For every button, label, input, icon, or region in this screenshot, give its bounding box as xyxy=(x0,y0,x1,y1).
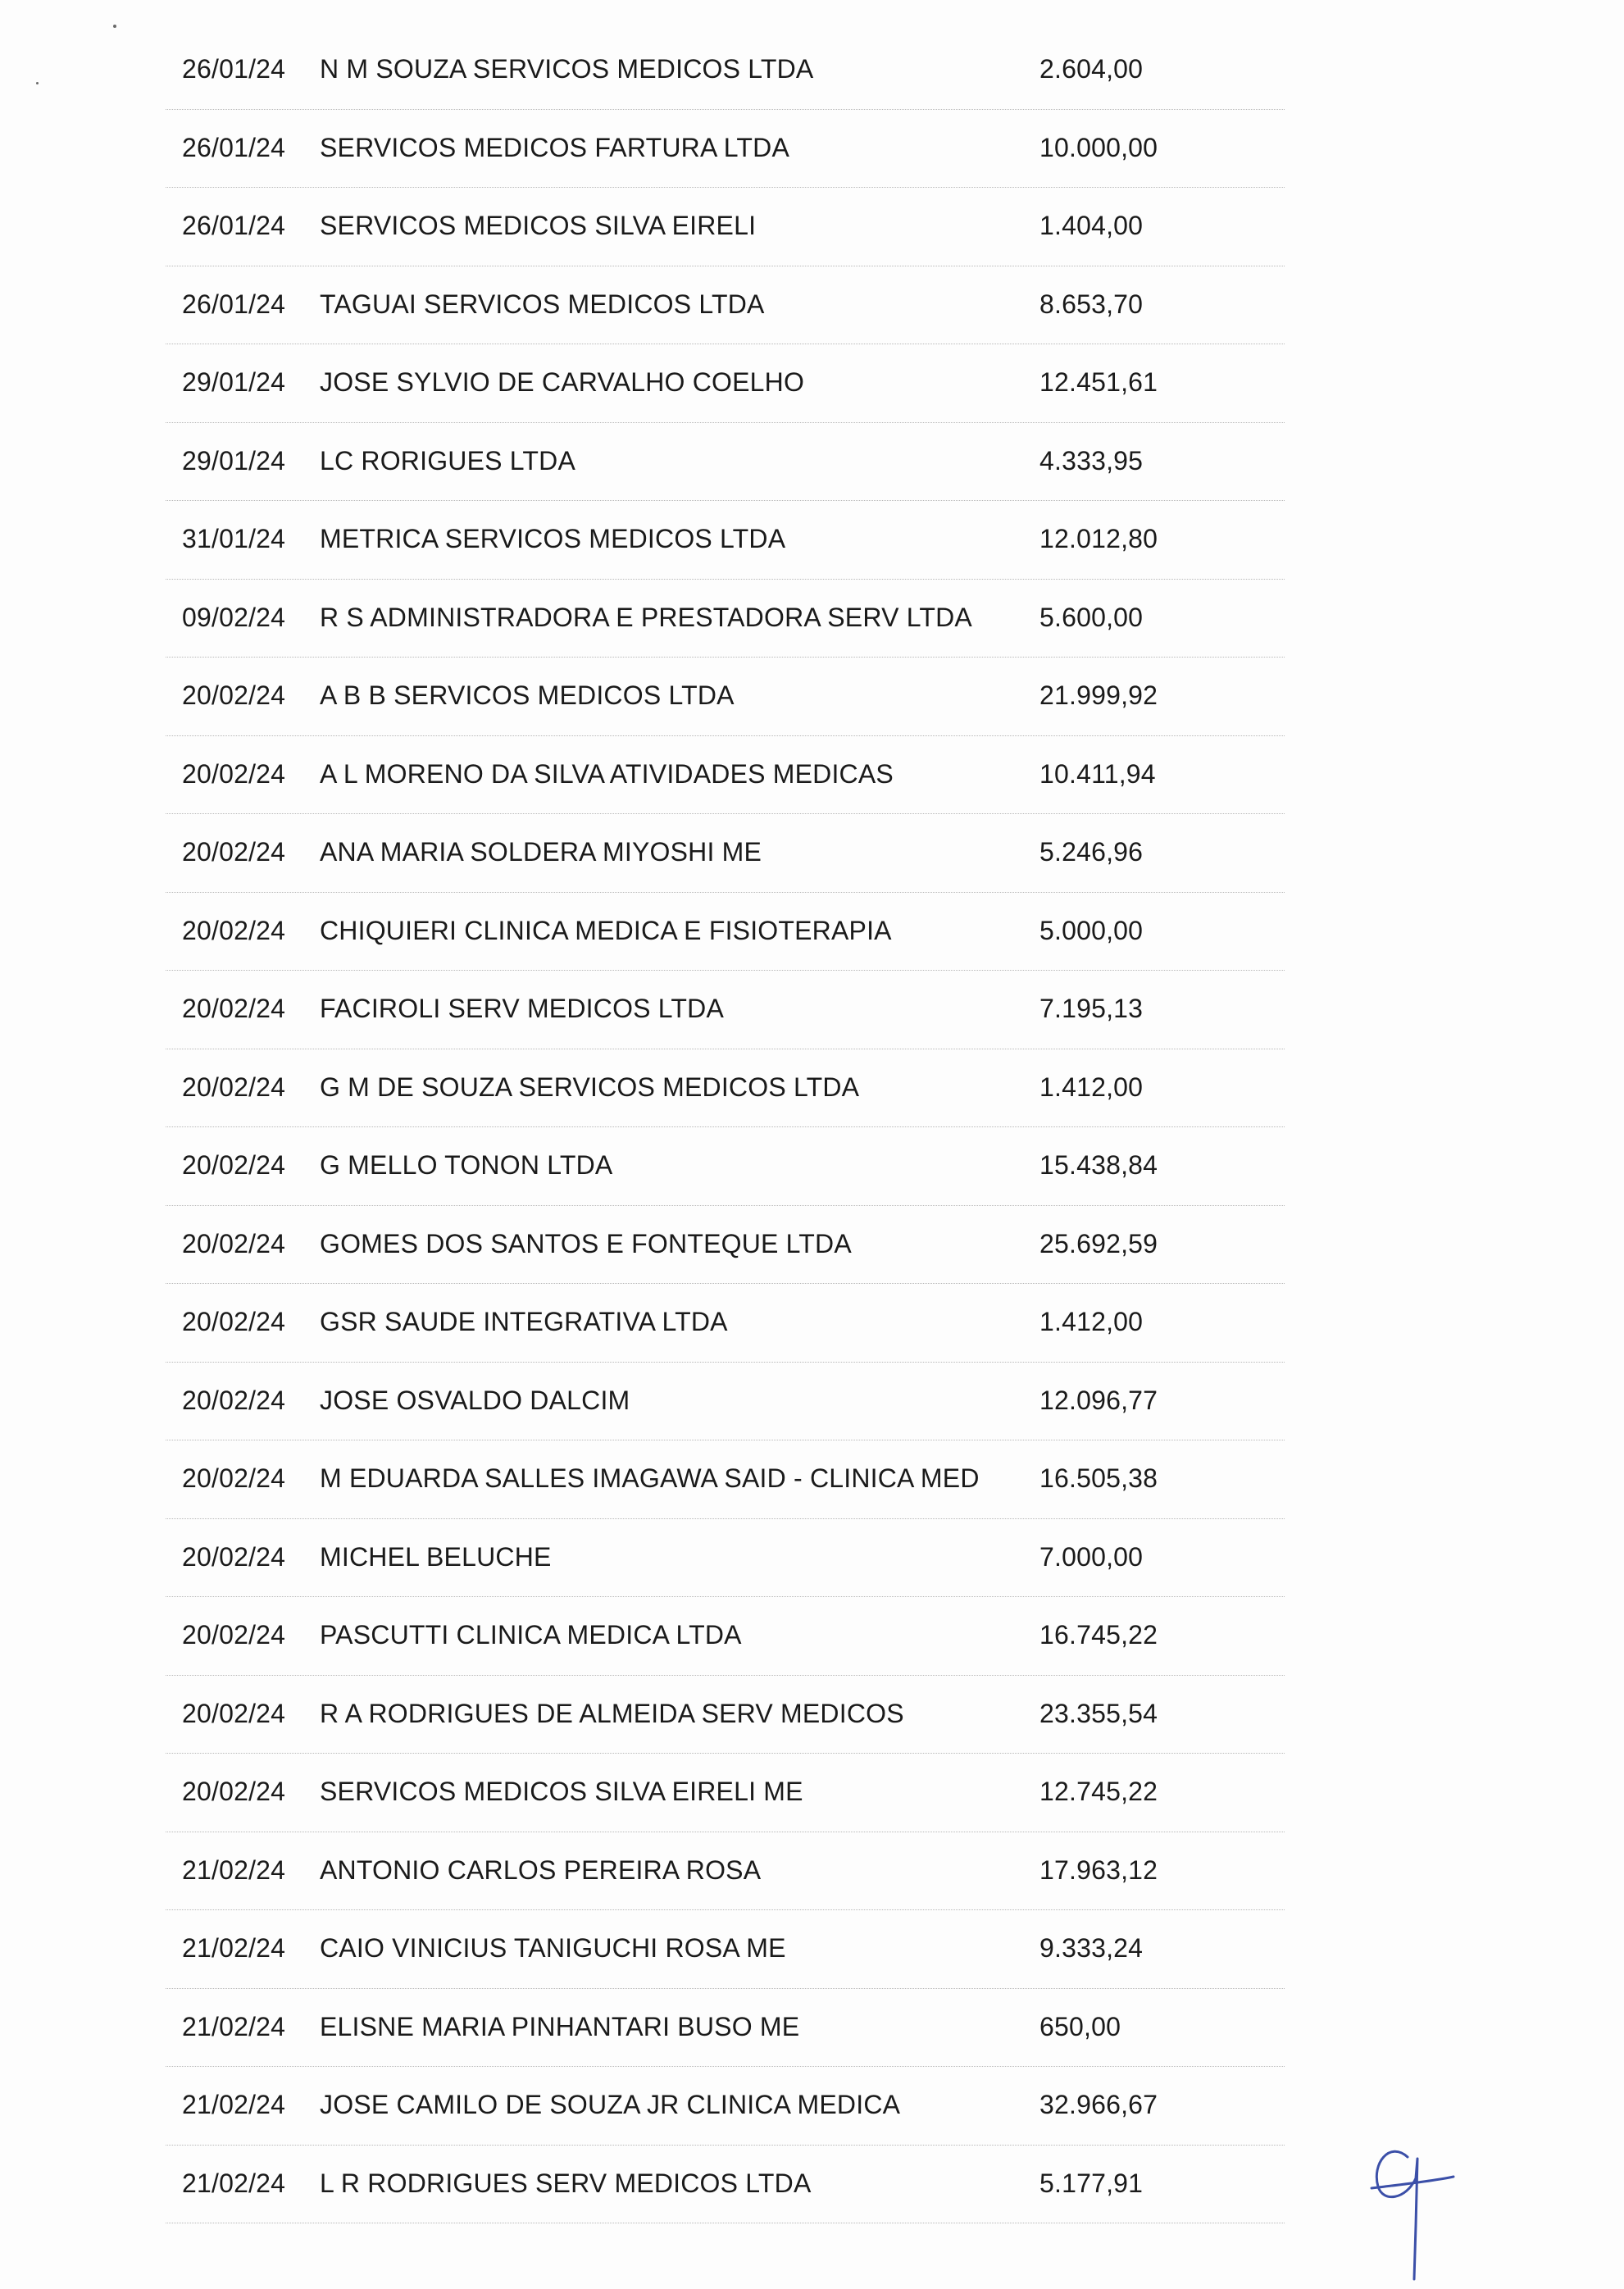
payments-table xyxy=(166,31,1285,2223)
table-row xyxy=(166,2067,1285,2146)
row-amount: 2.604,00 xyxy=(1039,54,1144,84)
row-amount: 8.653,70 xyxy=(1039,289,1144,319)
row-amount: 650,00 xyxy=(1039,2011,1121,2041)
row-payee-name: FACIROLI SERV MEDICOS LTDA xyxy=(320,994,725,1023)
row-amount: 1.412,00 xyxy=(1039,1072,1144,1102)
row-date: 29/01/24 xyxy=(182,445,286,476)
row-date: 21/02/24 xyxy=(182,2090,286,2119)
row-payee-name: LC RORIGUES LTDA xyxy=(320,445,575,476)
table-row xyxy=(166,893,1285,972)
row-amount: 10.000,00 xyxy=(1039,132,1158,162)
table-row xyxy=(166,1989,1285,2068)
row-amount: 5.000,00 xyxy=(1039,915,1144,945)
table-row xyxy=(166,1676,1285,1754)
row-amount: 25.692,59 xyxy=(1039,1228,1158,1258)
table-row xyxy=(166,814,1285,893)
row-payee-name: GSR SAUDE INTEGRATIVA LTDA xyxy=(320,1307,728,1336)
table-row xyxy=(166,658,1285,736)
row-payee-name: G M DE SOUZA SERVICOS MEDICOS LTDA xyxy=(320,1072,860,1102)
table-row xyxy=(166,580,1285,658)
row-amount: 12.451,61 xyxy=(1039,367,1158,397)
row-date: 20/02/24 xyxy=(182,1777,286,1806)
row-payee-name: CAIO VINICIUS TANIGUCHI ROSA ME xyxy=(320,1933,786,1963)
row-payee-name: TAGUAI SERVICOS MEDICOS LTDA xyxy=(320,289,765,319)
table-row xyxy=(166,1754,1285,1832)
row-amount: 23.355,54 xyxy=(1039,1698,1158,1728)
row-date: 20/02/24 xyxy=(182,680,286,710)
row-date: 20/02/24 xyxy=(182,1072,286,1102)
table-row xyxy=(166,1440,1285,1519)
row-amount: 12.745,22 xyxy=(1039,1777,1158,1806)
table-row xyxy=(166,344,1285,423)
row-amount: 5.246,96 xyxy=(1039,837,1144,867)
table-row xyxy=(166,736,1285,815)
row-date: 21/02/24 xyxy=(182,2011,286,2041)
row-date: 20/02/24 xyxy=(182,1150,286,1180)
row-date: 20/02/24 xyxy=(182,994,286,1023)
row-amount: 12.096,77 xyxy=(1039,1385,1158,1415)
row-payee-name: SERVICOS MEDICOS SILVA EIRELI ME xyxy=(320,1777,803,1806)
row-payee-name: JOSE SYLVIO DE CARVALHO COELHO xyxy=(320,367,805,397)
row-date: 29/01/24 xyxy=(182,367,286,397)
row-payee-name: ANA MARIA SOLDERA MIYOSHI ME xyxy=(320,837,762,867)
row-amount: 5.600,00 xyxy=(1039,602,1144,632)
row-date: 20/02/24 xyxy=(182,1698,286,1728)
row-date: 20/02/24 xyxy=(182,1228,286,1258)
row-date: 21/02/24 xyxy=(182,1854,286,1885)
row-date: 20/02/24 xyxy=(182,915,286,945)
row-amount: 9.333,24 xyxy=(1039,1933,1144,1963)
row-date: 26/01/24 xyxy=(182,211,286,240)
row-date: 20/02/24 xyxy=(182,1620,286,1650)
row-payee-name: L R RODRIGUES SERV MEDICOS LTDA xyxy=(320,2168,812,2198)
row-payee-name: ELISNE MARIA PINHANTARI BUSO ME xyxy=(320,2011,800,2041)
table-row xyxy=(166,1206,1285,1285)
row-payee-name: SERVICOS MEDICOS FARTURA LTDA xyxy=(320,132,790,162)
scan-speck xyxy=(36,82,39,84)
scan-speck xyxy=(113,25,116,28)
row-date: 26/01/24 xyxy=(182,54,286,84)
table-row xyxy=(166,31,1285,110)
row-amount: 15.438,84 xyxy=(1039,1150,1158,1180)
row-amount: 17.963,12 xyxy=(1039,1854,1158,1885)
table-row xyxy=(166,110,1285,189)
row-date: 20/02/24 xyxy=(182,1385,286,1415)
row-amount: 10.411,94 xyxy=(1039,758,1156,789)
row-payee-name: N M SOUZA SERVICOS MEDICOS LTDA xyxy=(320,54,814,84)
row-amount: 7.000,00 xyxy=(1039,1541,1144,1572)
row-date: 20/02/24 xyxy=(182,1463,286,1493)
row-amount: 7.195,13 xyxy=(1039,994,1144,1023)
row-payee-name: M EDUARDA SALLES IMAGAWA SAID - CLINICA MED xyxy=(320,1463,980,1493)
row-payee-name: R S ADMINISTRADORA E PRESTADORA SERV LTDA xyxy=(320,602,972,632)
row-date: 21/02/24 xyxy=(182,1933,286,1963)
row-amount: 16.745,22 xyxy=(1039,1620,1158,1650)
row-date: 26/01/24 xyxy=(182,132,286,162)
row-payee-name: JOSE OSVALDO DALCIM xyxy=(320,1385,630,1415)
row-amount: 21.999,92 xyxy=(1039,680,1158,710)
table-row xyxy=(166,1127,1285,1206)
table-row xyxy=(166,1284,1285,1363)
row-date: 20/02/24 xyxy=(182,758,286,789)
row-date: 20/02/24 xyxy=(182,1541,286,1572)
table-row xyxy=(166,1910,1285,1989)
row-payee-name: R A RODRIGUES DE ALMEIDA SERV MEDICOS xyxy=(320,1698,904,1728)
table-row xyxy=(166,2146,1285,2224)
table-row xyxy=(166,188,1285,266)
table-row xyxy=(166,1832,1285,1911)
row-amount: 4.333,95 xyxy=(1039,445,1144,476)
row-payee-name: A B B SERVICOS MEDICOS LTDA xyxy=(320,680,735,710)
row-date: 09/02/24 xyxy=(182,602,286,632)
table-row xyxy=(166,1519,1285,1598)
row-payee-name: SERVICOS MEDICOS SILVA EIRELI xyxy=(320,211,757,240)
row-payee-name: GOMES DOS SANTOS E FONTEQUE LTDA xyxy=(320,1228,852,1258)
row-amount: 1.404,00 xyxy=(1039,211,1144,240)
row-payee-name: MICHEL BELUCHE xyxy=(320,1541,552,1572)
row-payee-name: ANTONIO CARLOS PEREIRA ROSA xyxy=(320,1854,762,1885)
row-payee-name: G MELLO TONON LTDA xyxy=(320,1150,613,1180)
row-amount: 32.966,67 xyxy=(1039,2090,1158,2119)
table-row xyxy=(166,1049,1285,1128)
row-payee-name: CHIQUIERI CLINICA MEDICA E FISIOTERAPIA xyxy=(320,915,892,945)
row-date: 31/01/24 xyxy=(182,524,286,553)
row-payee-name: A L MORENO DA SILVA ATIVIDADES MEDICAS xyxy=(320,758,894,789)
row-date: 26/01/24 xyxy=(182,289,286,319)
table-row xyxy=(166,971,1285,1049)
row-amount: 16.505,38 xyxy=(1039,1463,1158,1493)
row-date: 20/02/24 xyxy=(182,837,286,867)
row-payee-name: METRICA SERVICOS MEDICOS LTDA xyxy=(320,524,786,553)
row-date: 20/02/24 xyxy=(182,1307,286,1336)
row-amount: 5.177,91 xyxy=(1039,2168,1144,2198)
table-row xyxy=(166,501,1285,580)
row-date: 21/02/24 xyxy=(182,2168,286,2198)
row-payee-name: PASCUTTI CLINICA MEDICA LTDA xyxy=(320,1620,742,1650)
row-payee-name: JOSE CAMILO DE SOUZA JR CLINICA MEDICA xyxy=(320,2090,901,2119)
table-row xyxy=(166,1597,1285,1676)
row-amount: 12.012,80 xyxy=(1039,524,1158,553)
row-amount: 1.412,00 xyxy=(1039,1307,1144,1336)
table-row xyxy=(166,266,1285,345)
signature-icon xyxy=(1365,2127,1455,2283)
table-row xyxy=(166,423,1285,502)
table-row xyxy=(166,1363,1285,1441)
